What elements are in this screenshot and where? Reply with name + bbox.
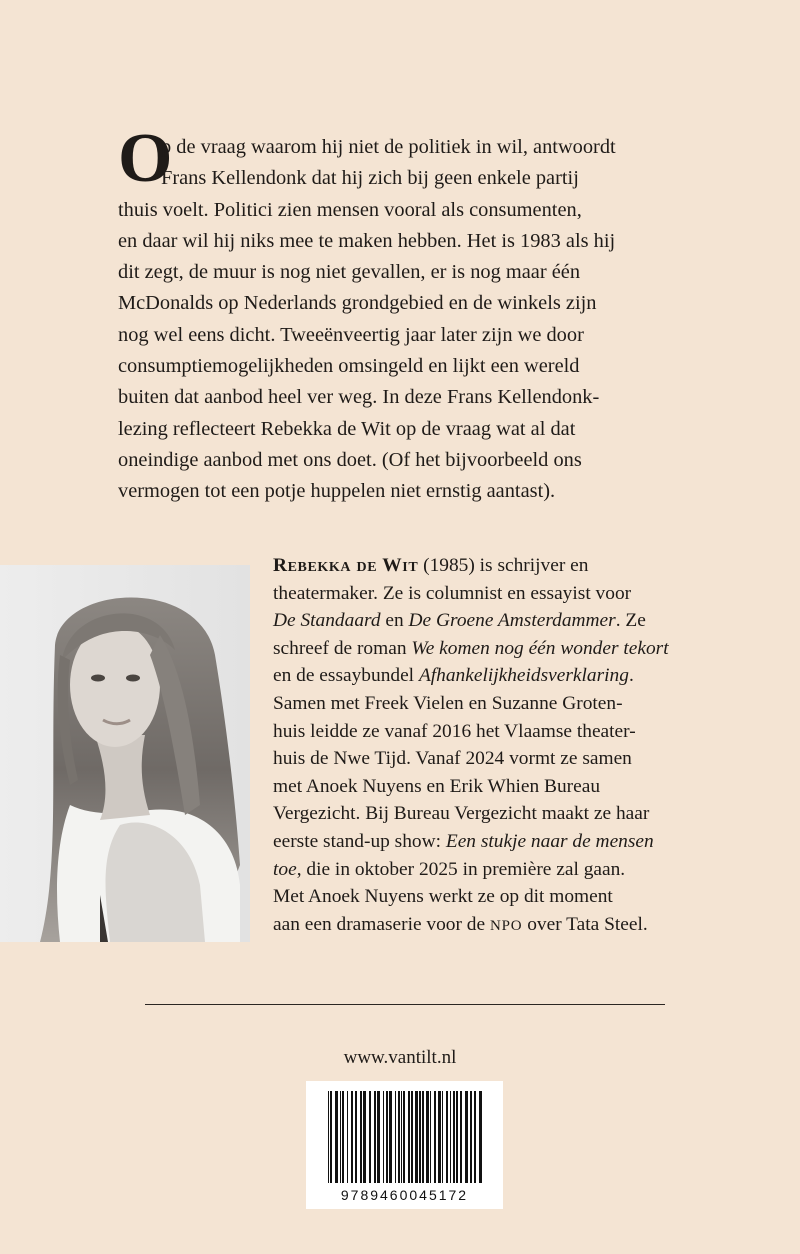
- barcode-bar: [411, 1091, 413, 1183]
- barcode-bar: [328, 1091, 329, 1183]
- barcode-bar: [408, 1091, 410, 1183]
- bio-line: Met Anoek Nuyens werkt ze op dit moment: [273, 886, 613, 908]
- blurb-line: nog wel eens dicht. Tweeënveertig jaar later zijn we door: [118, 323, 584, 346]
- blurb-line: thuis voelt. Politici zien mensen vooral als consumenten,: [118, 198, 582, 221]
- bio-line: Rebekka de Wit (1985) is schrijver en: [273, 555, 589, 576]
- website-link[interactable]: www.vantilt.nl: [343, 1047, 457, 1068]
- barcode-bar: [430, 1091, 431, 1183]
- bio-line: toe, die in oktober 2025 in première zal gaan.: [273, 858, 626, 880]
- barcode-bar: [360, 1091, 362, 1183]
- barcode-bar: [465, 1091, 468, 1183]
- barcode-bar: [426, 1091, 429, 1183]
- barcode-bar: [377, 1091, 380, 1183]
- barcode-bars: [306, 1081, 503, 1187]
- barcode-bar: [479, 1091, 482, 1183]
- bio-line: De Standaard en De Groene Amsterdammer. Ze: [273, 610, 646, 632]
- blurb-line: vermogen tot een potje huppelen niet ernstig aantast).: [118, 480, 556, 503]
- barcode-bar: [438, 1091, 441, 1183]
- barcode-bar: [389, 1091, 392, 1183]
- blurb-line: Frans Kellendonk dat hij zich bij geen enkele partij: [161, 167, 579, 190]
- blurb-text: [118, 132, 708, 508]
- divider: [145, 1004, 665, 1005]
- bio-line: huis leidde ze vanaf 2016 het Vlaamse theater-: [273, 720, 636, 742]
- author-photo: [0, 565, 250, 942]
- bio-line: huis de Nwe Tijd. Vanaf 2024 vormt ze samen: [273, 748, 632, 770]
- blurb-line: consumptiemogelijkheden omsingeld en lijkt een wereld: [118, 355, 580, 378]
- barcode-bar: [470, 1091, 472, 1183]
- barcode-bar: [369, 1091, 371, 1183]
- barcode-bar: [330, 1091, 332, 1183]
- blurb-line: oneindige aanbod met ons doet. (Of het bijvoorbeeld ons: [118, 448, 582, 471]
- barcode-bar: [335, 1091, 338, 1183]
- barcode-bar: [398, 1091, 400, 1183]
- barcode-bar: [415, 1091, 418, 1183]
- blurb-line: lezing reflecteert Rebekka de Wit op de vraag wat al dat: [118, 417, 576, 440]
- bio-line: met Anoek Nuyens en Erik Whien Bureau: [273, 775, 601, 797]
- blurb-line: buiten dat aanbod heel ver weg. In deze Frans Kellendonk-: [118, 386, 600, 409]
- barcode-bar: [474, 1091, 476, 1183]
- bio-line: theatermaker. Ze is columnist en essayist voor: [273, 582, 632, 604]
- barcode-bar: [351, 1091, 353, 1183]
- author-bio: [273, 552, 713, 940]
- barcode-bar: [342, 1091, 344, 1183]
- bio-line: aan een dramaserie voor de NPO over Tata Steel.: [273, 913, 648, 935]
- barcode-bar: [442, 1091, 443, 1183]
- barcode-bar: [422, 1091, 424, 1183]
- barcode-bar: [383, 1091, 384, 1183]
- barcode-bar: [347, 1091, 348, 1183]
- barcode-bar: [446, 1091, 448, 1183]
- barcode: [306, 1081, 503, 1209]
- bio-line: Samen met Freek Vielen en Suzanne Groten-: [273, 692, 623, 714]
- barcode-bar: [386, 1091, 388, 1183]
- blurb-line: en daar wil hij niks mee te maken hebben. Het is 1983 als hij: [118, 229, 616, 252]
- barcode-bar: [460, 1091, 462, 1183]
- barcode-bar: [419, 1091, 421, 1183]
- blurb-line: dit zegt, de muur is nog niet gevallen, er is nog maar één: [118, 261, 581, 284]
- barcode-bar: [456, 1091, 458, 1183]
- barcode-bar: [434, 1091, 436, 1183]
- barcode-bar: [401, 1091, 402, 1183]
- barcode-bar: [403, 1091, 405, 1183]
- barcode-bar: [363, 1091, 366, 1183]
- blurb-line: p de vraag waarom hij niet de politiek in wil, antwoordt: [161, 136, 616, 158]
- bio-line: schreef de roman We komen nog één wonder tekort: [273, 637, 669, 659]
- author-name: Rebekka de Wit: [273, 555, 419, 576]
- blurb-line: McDonalds op Nederlands grondgebied en de winkels zijn: [118, 292, 597, 315]
- bio-line: Vergezicht. Bij Bureau Vergezicht maakt ze haar: [273, 803, 650, 825]
- drop-cap: O: [118, 120, 173, 197]
- barcode-bar: [355, 1091, 357, 1183]
- isbn-number: 9789460045172: [340, 1187, 469, 1203]
- barcode-bar: [395, 1091, 396, 1183]
- barcode-bar: [374, 1091, 376, 1183]
- barcode-bar: [453, 1091, 455, 1183]
- bio-line: eerste stand-up show: Een stukje naar de mensen: [273, 830, 654, 852]
- barcode-bar: [340, 1091, 341, 1183]
- bio-line: en de essaybundel Afhankelijkheidsverklaring.: [273, 665, 634, 687]
- barcode-bar: [450, 1091, 451, 1183]
